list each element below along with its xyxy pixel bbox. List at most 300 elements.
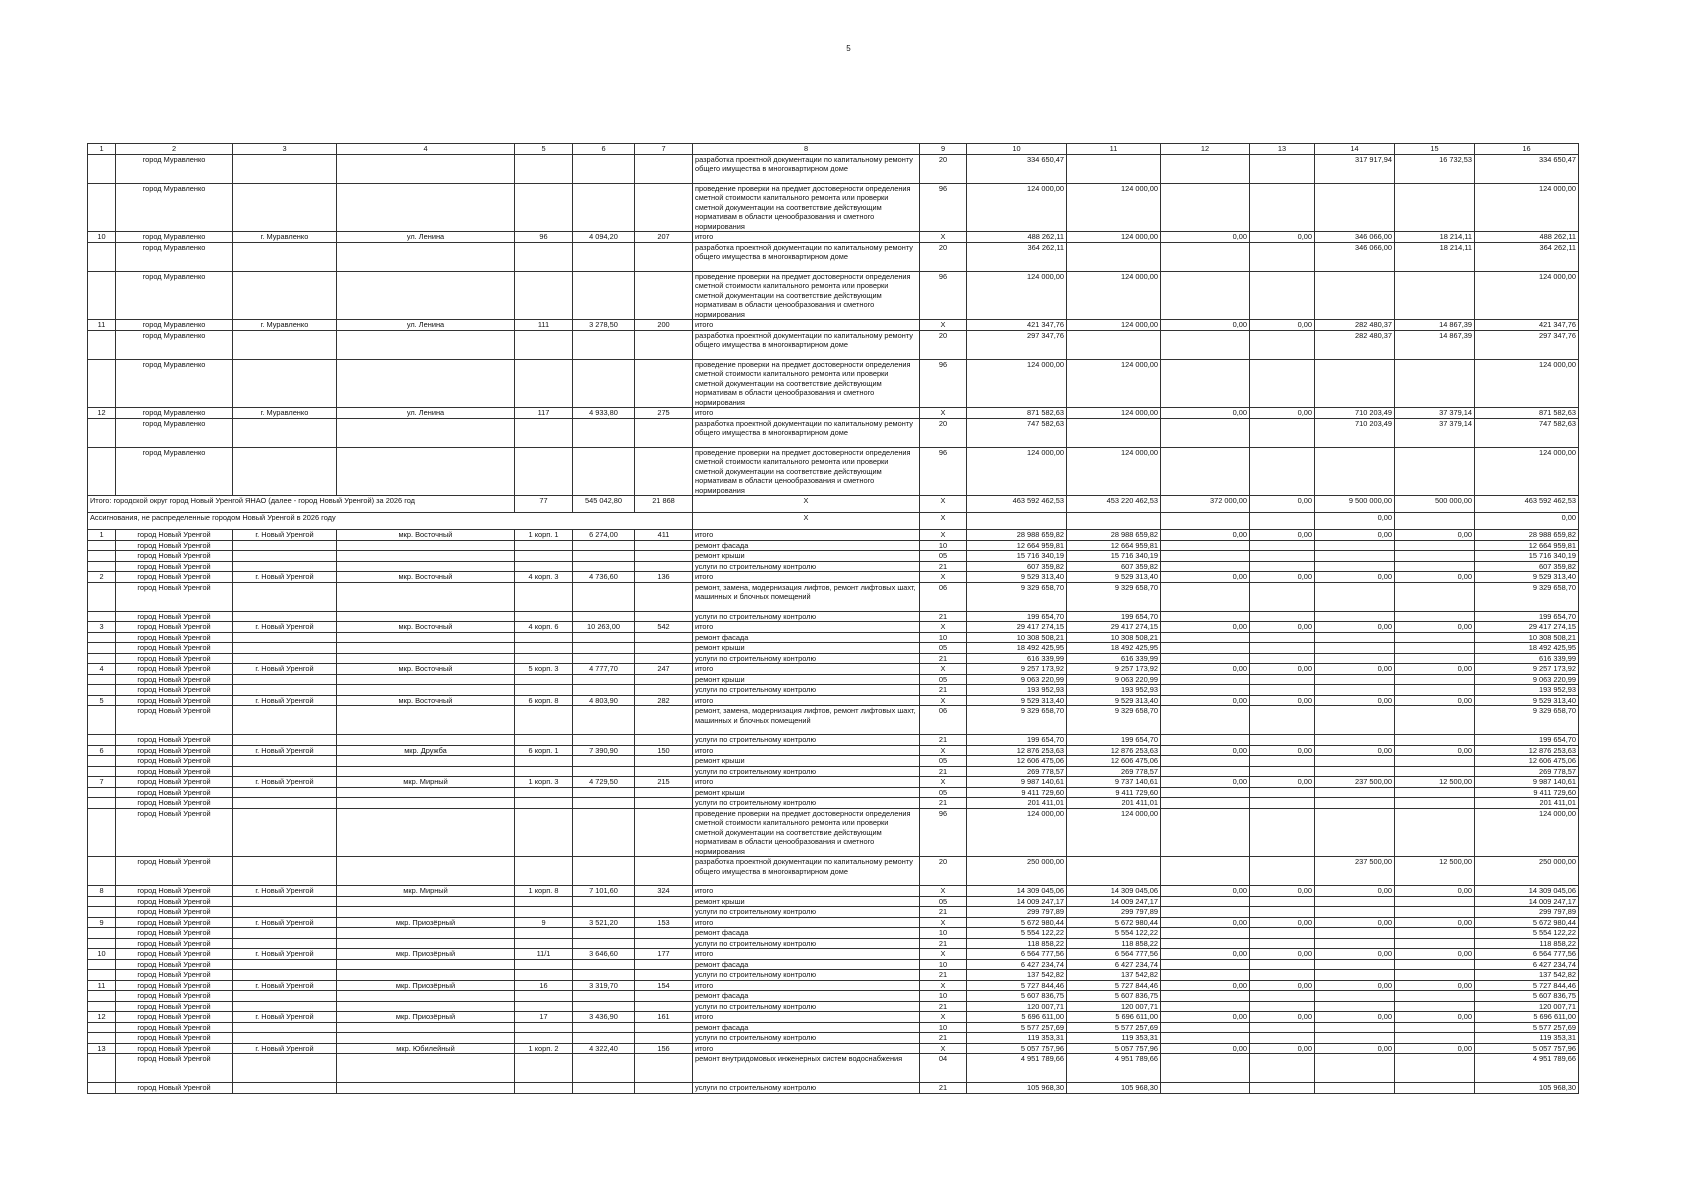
other-funds-cell (1250, 970, 1315, 981)
col-header: 13 (1250, 144, 1315, 155)
municipality-cell: город Новый Уренгой (116, 798, 233, 809)
city-cell: г. Новый Уренгой (233, 572, 337, 583)
other-funds-cell (1250, 1001, 1315, 1012)
local-budget-cell (1395, 1022, 1475, 1033)
budget-funds-cell (1315, 766, 1395, 777)
budget-funds-cell (1315, 991, 1395, 1002)
street-cell: мкр. Юбилейный (337, 1043, 515, 1054)
row-number-cell (88, 907, 116, 918)
area-cell: 3 278,50 (573, 320, 635, 331)
budget-funds-cell (1315, 685, 1395, 696)
area-cell (573, 643, 635, 654)
budget-funds-cell (1315, 1054, 1395, 1083)
work-type-cell: ремонт внутридомовых инженерных систем водоснабжения (693, 1054, 920, 1083)
regional-fund-cell: 14 009 247,17 (1067, 896, 1161, 907)
table-row (88, 561, 1579, 572)
area-cell: 4 736,60 (573, 572, 635, 583)
city-cell (233, 938, 337, 949)
total-cost-cell: 250 000,00 (967, 857, 1067, 886)
house-cell (515, 611, 573, 622)
work-type-cell: итого (693, 745, 920, 756)
area-cell: 4 803,90 (573, 695, 635, 706)
total-cost-cell: 871 582,63 (967, 408, 1067, 419)
local-budget-cell (1395, 653, 1475, 664)
total-cost-cell: 334 650,47 (967, 154, 1067, 183)
city-cell (233, 959, 337, 970)
city-cell (233, 1001, 337, 1012)
row-number-cell (88, 857, 116, 886)
city-cell: г. Новый Уренгой (233, 886, 337, 897)
municipality-cell: город Новый Уренгой (116, 938, 233, 949)
table-row (88, 907, 1579, 918)
row-number-cell (88, 1001, 116, 1012)
residents-cell (635, 959, 693, 970)
regional-fund-cell: 124 000,00 (1067, 808, 1161, 857)
unallocated-cell (1067, 513, 1161, 530)
street-cell (337, 896, 515, 907)
final-total-cell: 124 000,00 (1475, 271, 1579, 320)
owners-funds-cell: 0,00 (1161, 949, 1250, 960)
street-cell (337, 928, 515, 939)
municipality-cell: город Новый Уренгой (116, 706, 233, 735)
capital-repair-table (87, 143, 1579, 1094)
street-cell: мкр. Приозёрный (337, 980, 515, 991)
work-code-cell: X (920, 949, 967, 960)
area-cell (573, 632, 635, 643)
street-cell: мкр. Дружба (337, 745, 515, 756)
street-cell (337, 907, 515, 918)
area-cell (573, 928, 635, 939)
work-type-cell: итого (693, 695, 920, 706)
regional-fund-cell: 193 952,93 (1067, 685, 1161, 696)
street-cell (337, 1022, 515, 1033)
table-row (88, 582, 1579, 611)
house-cell (515, 1001, 573, 1012)
area-cell (573, 938, 635, 949)
area-cell (573, 787, 635, 798)
unallocated-row (88, 513, 1579, 530)
table-row (88, 991, 1579, 1002)
municipality-cell: город Новый Уренгой (116, 949, 233, 960)
final-total-cell: 6 564 777,56 (1475, 949, 1579, 960)
final-total-cell: 5 696 611,00 (1475, 1012, 1579, 1023)
other-funds-cell (1250, 959, 1315, 970)
work-type-cell: услуги по строительному контролю (693, 1083, 920, 1094)
final-total-cell: 10 308 508,21 (1475, 632, 1579, 643)
regional-fund-cell (1067, 242, 1161, 271)
city-cell (233, 706, 337, 735)
work-type-cell: услуги по строительному контролю (693, 611, 920, 622)
residents-cell: 207 (635, 232, 693, 243)
owners-funds-cell (1161, 271, 1250, 320)
budget-funds-cell: 346 066,00 (1315, 232, 1395, 243)
work-code-cell: 96 (920, 183, 967, 232)
local-budget-cell (1395, 959, 1475, 970)
budget-funds-cell: 710 203,49 (1315, 418, 1395, 447)
residents-cell: 411 (635, 530, 693, 541)
residents-cell (635, 418, 693, 447)
local-budget-cell (1395, 540, 1475, 551)
owners-funds-cell (1161, 896, 1250, 907)
municipality-cell: город Муравленко (116, 242, 233, 271)
budget-funds-cell: 0,00 (1315, 664, 1395, 675)
summary-cell: 77 (515, 496, 573, 513)
residents-cell (635, 907, 693, 918)
budget-funds-cell (1315, 756, 1395, 767)
regional-fund-cell: 5 554 122,22 (1067, 928, 1161, 939)
final-total-cell: 5 577 257,69 (1475, 1022, 1579, 1033)
budget-funds-cell: 0,00 (1315, 745, 1395, 756)
work-code-cell: 21 (920, 766, 967, 777)
area-cell (573, 706, 635, 735)
summary-cell: 9 500 000,00 (1315, 496, 1395, 513)
regional-fund-cell: 9 529 313,40 (1067, 572, 1161, 583)
col-header: 6 (573, 144, 635, 155)
residents-cell (635, 896, 693, 907)
residents-cell: 324 (635, 886, 693, 897)
other-funds-cell: 0,00 (1250, 622, 1315, 633)
municipality-cell: город Новый Уренгой (116, 643, 233, 654)
row-number-cell (88, 959, 116, 970)
regional-fund-cell: 124 000,00 (1067, 408, 1161, 419)
row-number-cell (88, 756, 116, 767)
total-cost-cell: 14 009 247,17 (967, 896, 1067, 907)
municipality-cell: город Новый Уренгой (116, 695, 233, 706)
work-code-cell: 10 (920, 959, 967, 970)
table-row (88, 1033, 1579, 1044)
local-budget-cell: 12 500,00 (1395, 777, 1475, 788)
work-code-cell: X (920, 1043, 967, 1054)
area-cell (573, 653, 635, 664)
total-cost-cell: 9 987 140,61 (967, 777, 1067, 788)
local-budget-cell: 0,00 (1395, 572, 1475, 583)
row-number-cell (88, 970, 116, 981)
row-number-cell: 12 (88, 408, 116, 419)
municipality-cell: город Новый Уренгой (116, 896, 233, 907)
work-code-cell: 10 (920, 632, 967, 643)
work-type-cell: услуги по строительному контролю (693, 561, 920, 572)
city-cell (233, 1033, 337, 1044)
total-cost-cell: 5 607 836,75 (967, 991, 1067, 1002)
house-cell (515, 706, 573, 735)
municipality-cell: город Новый Уренгой (116, 857, 233, 886)
final-total-cell: 29 417 274,15 (1475, 622, 1579, 633)
house-cell (515, 857, 573, 886)
street-cell (337, 959, 515, 970)
final-total-cell: 9 329 658,70 (1475, 706, 1579, 735)
city-cell (233, 756, 337, 767)
regional-fund-cell: 607 359,82 (1067, 561, 1161, 572)
owners-funds-cell (1161, 928, 1250, 939)
street-cell (337, 674, 515, 685)
total-cost-cell: 5 057 757,96 (967, 1043, 1067, 1054)
street-cell (337, 706, 515, 735)
street-cell: ул. Ленина (337, 408, 515, 419)
work-type-cell: итого (693, 530, 920, 541)
residents-cell (635, 643, 693, 654)
residents-cell (635, 1054, 693, 1083)
table-row (88, 653, 1579, 664)
table-row (88, 938, 1579, 949)
work-type-cell: разработка проектной документации по капитальному ремонту общего имущества в многоквартирном доме (693, 242, 920, 271)
residents-cell (635, 540, 693, 551)
total-cost-cell: 5 672 980,44 (967, 917, 1067, 928)
residents-cell (635, 551, 693, 562)
row-number-cell (88, 154, 116, 183)
owners-funds-cell (1161, 1022, 1250, 1033)
other-funds-cell (1250, 907, 1315, 918)
city-cell (233, 928, 337, 939)
final-total-cell: 269 778,57 (1475, 766, 1579, 777)
municipality-cell: город Новый Уренгой (116, 530, 233, 541)
street-cell: мкр. Мирный (337, 777, 515, 788)
residents-cell (635, 766, 693, 777)
city-cell: г. Новый Уренгой (233, 949, 337, 960)
municipality-cell: город Муравленко (116, 418, 233, 447)
work-type-cell: итого (693, 886, 920, 897)
table-row (88, 1083, 1579, 1094)
col-header: 9 (920, 144, 967, 155)
table-row (88, 408, 1579, 419)
budget-funds-cell: 0,00 (1315, 1012, 1395, 1023)
area-cell: 4 933,80 (573, 408, 635, 419)
street-cell (337, 756, 515, 767)
work-type-cell: услуги по строительному контролю (693, 735, 920, 746)
final-total-cell: 9 329 658,70 (1475, 582, 1579, 611)
row-number-cell (88, 418, 116, 447)
house-cell (515, 938, 573, 949)
work-code-cell: 10 (920, 991, 967, 1002)
summary-cell: 500 000,00 (1395, 496, 1475, 513)
street-cell (337, 1001, 515, 1012)
budget-funds-cell (1315, 1083, 1395, 1094)
other-funds-cell: 0,00 (1250, 1012, 1315, 1023)
municipality-cell: город Новый Уренгой (116, 1012, 233, 1023)
area-cell: 3 646,60 (573, 949, 635, 960)
table-row (88, 530, 1579, 541)
work-type-cell: услуги по строительному контролю (693, 1001, 920, 1012)
table-row (88, 674, 1579, 685)
other-funds-cell (1250, 1022, 1315, 1033)
other-funds-cell: 0,00 (1250, 886, 1315, 897)
owners-funds-cell: 0,00 (1161, 695, 1250, 706)
local-budget-cell (1395, 798, 1475, 809)
row-number-cell: 12 (88, 1012, 116, 1023)
work-code-cell: 10 (920, 540, 967, 551)
street-cell (337, 582, 515, 611)
house-cell (515, 766, 573, 777)
local-budget-cell (1395, 970, 1475, 981)
owners-funds-cell (1161, 959, 1250, 970)
table-row (88, 418, 1579, 447)
street-cell (337, 766, 515, 777)
other-funds-cell (1250, 447, 1315, 496)
work-type-cell: ремонт фасада (693, 928, 920, 939)
work-type-cell: ремонт, замена, модернизация лифтов, ремонт лифтовых шахт, машинных и блочных помещений (693, 706, 920, 735)
municipality-cell: город Новый Уренгой (116, 1054, 233, 1083)
area-cell: 7 390,90 (573, 745, 635, 756)
total-cost-cell: 124 000,00 (967, 183, 1067, 232)
summary-cell: 463 592 462,53 (1475, 496, 1579, 513)
work-code-cell: 21 (920, 1033, 967, 1044)
work-type-cell: услуги по строительному контролю (693, 970, 920, 981)
budget-funds-cell (1315, 271, 1395, 320)
area-cell: 3 436,90 (573, 1012, 635, 1023)
local-budget-cell (1395, 808, 1475, 857)
row-number-cell (88, 798, 116, 809)
final-total-cell: 201 411,01 (1475, 798, 1579, 809)
summary-label: Итого: городской округ город Новый Уренгой ЯНАО (далее - город Новый Уренгой) за 2026 год (88, 496, 515, 513)
final-total-cell: 4 951 789,66 (1475, 1054, 1579, 1083)
other-funds-cell (1250, 242, 1315, 271)
regional-fund-cell: 28 988 659,82 (1067, 530, 1161, 541)
budget-funds-cell (1315, 183, 1395, 232)
other-funds-cell: 0,00 (1250, 408, 1315, 419)
local-budget-cell: 0,00 (1395, 622, 1475, 633)
owners-funds-cell (1161, 643, 1250, 654)
owners-funds-cell: 0,00 (1161, 917, 1250, 928)
municipality-cell: город Новый Уренгой (116, 980, 233, 991)
street-cell: мкр. Восточный (337, 622, 515, 633)
regional-fund-cell (1067, 154, 1161, 183)
city-cell: г. Новый Уренгой (233, 530, 337, 541)
table-row (88, 886, 1579, 897)
other-funds-cell (1250, 653, 1315, 664)
street-cell (337, 154, 515, 183)
owners-funds-cell (1161, 991, 1250, 1002)
municipality-cell: город Муравленко (116, 330, 233, 359)
work-type-cell: итого (693, 777, 920, 788)
residents-cell (635, 1033, 693, 1044)
work-type-cell: итого (693, 232, 920, 243)
work-code-cell: X (920, 622, 967, 633)
total-cost-cell: 137 542,82 (967, 970, 1067, 981)
area-cell (573, 330, 635, 359)
col-header: 12 (1161, 144, 1250, 155)
street-cell (337, 643, 515, 654)
row-number-cell: 9 (88, 917, 116, 928)
table-row (88, 1054, 1579, 1083)
other-funds-cell (1250, 808, 1315, 857)
final-total-cell: 9 411 729,60 (1475, 787, 1579, 798)
local-budget-cell: 16 732,53 (1395, 154, 1475, 183)
row-number-cell: 10 (88, 232, 116, 243)
final-total-cell: 9 063 220,99 (1475, 674, 1579, 685)
final-total-cell: 199 654,70 (1475, 735, 1579, 746)
row-number-cell: 7 (88, 777, 116, 788)
work-type-cell: ремонт крыши (693, 896, 920, 907)
owners-funds-cell: 0,00 (1161, 1043, 1250, 1054)
total-cost-cell: 199 654,70 (967, 735, 1067, 746)
budget-funds-cell: 0,00 (1315, 622, 1395, 633)
total-cost-cell: 616 339,99 (967, 653, 1067, 664)
local-budget-cell: 37 379,14 (1395, 418, 1475, 447)
work-type-cell: ремонт фасада (693, 991, 920, 1002)
budget-funds-cell: 237 500,00 (1315, 777, 1395, 788)
street-cell (337, 183, 515, 232)
total-cost-cell: 15 716 340,19 (967, 551, 1067, 562)
budget-funds-cell (1315, 808, 1395, 857)
total-cost-cell: 9 329 658,70 (967, 582, 1067, 611)
final-total-cell: 105 968,30 (1475, 1083, 1579, 1094)
other-funds-cell (1250, 1054, 1315, 1083)
house-cell (515, 685, 573, 696)
house-cell (515, 271, 573, 320)
total-cost-cell: 364 262,11 (967, 242, 1067, 271)
local-budget-cell (1395, 766, 1475, 777)
work-type-cell: услуги по строительному контролю (693, 907, 920, 918)
unallocated-cell: X (920, 513, 967, 530)
regional-fund-cell: 5 696 611,00 (1067, 1012, 1161, 1023)
owners-funds-cell (1161, 938, 1250, 949)
municipality-cell: город Новый Уренгой (116, 917, 233, 928)
final-total-cell: 124 000,00 (1475, 183, 1579, 232)
city-cell (233, 447, 337, 496)
other-funds-cell (1250, 330, 1315, 359)
other-funds-cell (1250, 611, 1315, 622)
work-code-cell: X (920, 530, 967, 541)
final-total-cell: 5 607 836,75 (1475, 991, 1579, 1002)
street-cell: ул. Ленина (337, 320, 515, 331)
total-cost-cell: 5 577 257,69 (967, 1022, 1067, 1033)
total-cost-cell: 6 427 234,74 (967, 959, 1067, 970)
col-header: 10 (967, 144, 1067, 155)
other-funds-cell: 0,00 (1250, 917, 1315, 928)
street-cell (337, 653, 515, 664)
municipality-cell: город Новый Уренгой (116, 970, 233, 981)
house-cell (515, 540, 573, 551)
city-cell (233, 896, 337, 907)
table-row (88, 959, 1579, 970)
municipality-cell: город Новый Уренгой (116, 540, 233, 551)
residents-cell (635, 653, 693, 664)
budget-funds-cell (1315, 787, 1395, 798)
regional-fund-cell: 124 000,00 (1067, 232, 1161, 243)
table-row (88, 808, 1579, 857)
total-cost-cell: 120 007,71 (967, 1001, 1067, 1012)
total-cost-cell: 607 359,82 (967, 561, 1067, 572)
row-number-cell (88, 183, 116, 232)
budget-funds-cell (1315, 959, 1395, 970)
municipality-cell: город Новый Уренгой (116, 787, 233, 798)
local-budget-cell (1395, 756, 1475, 767)
owners-funds-cell (1161, 1033, 1250, 1044)
table-row (88, 643, 1579, 654)
table-row (88, 271, 1579, 320)
municipality-cell: город Новый Уренгой (116, 611, 233, 622)
work-code-cell: 10 (920, 928, 967, 939)
regional-fund-cell: 12 876 253,63 (1067, 745, 1161, 756)
col-header: 3 (233, 144, 337, 155)
house-cell: 9 (515, 917, 573, 928)
summary-row (88, 496, 1579, 513)
regional-fund-cell: 15 716 340,19 (1067, 551, 1161, 562)
other-funds-cell (1250, 991, 1315, 1002)
summary-cell: 0,00 (1250, 496, 1315, 513)
total-cost-cell: 9 529 313,40 (967, 695, 1067, 706)
street-cell: мкр. Мирный (337, 886, 515, 897)
row-number-cell: 5 (88, 695, 116, 706)
work-type-cell: итого (693, 572, 920, 583)
city-cell: г. Новый Уренгой (233, 664, 337, 675)
area-cell (573, 798, 635, 809)
budget-funds-cell (1315, 706, 1395, 735)
house-cell (515, 928, 573, 939)
area-cell (573, 242, 635, 271)
municipality-cell: город Муравленко (116, 447, 233, 496)
residents-cell: 156 (635, 1043, 693, 1054)
residents-cell: 200 (635, 320, 693, 331)
